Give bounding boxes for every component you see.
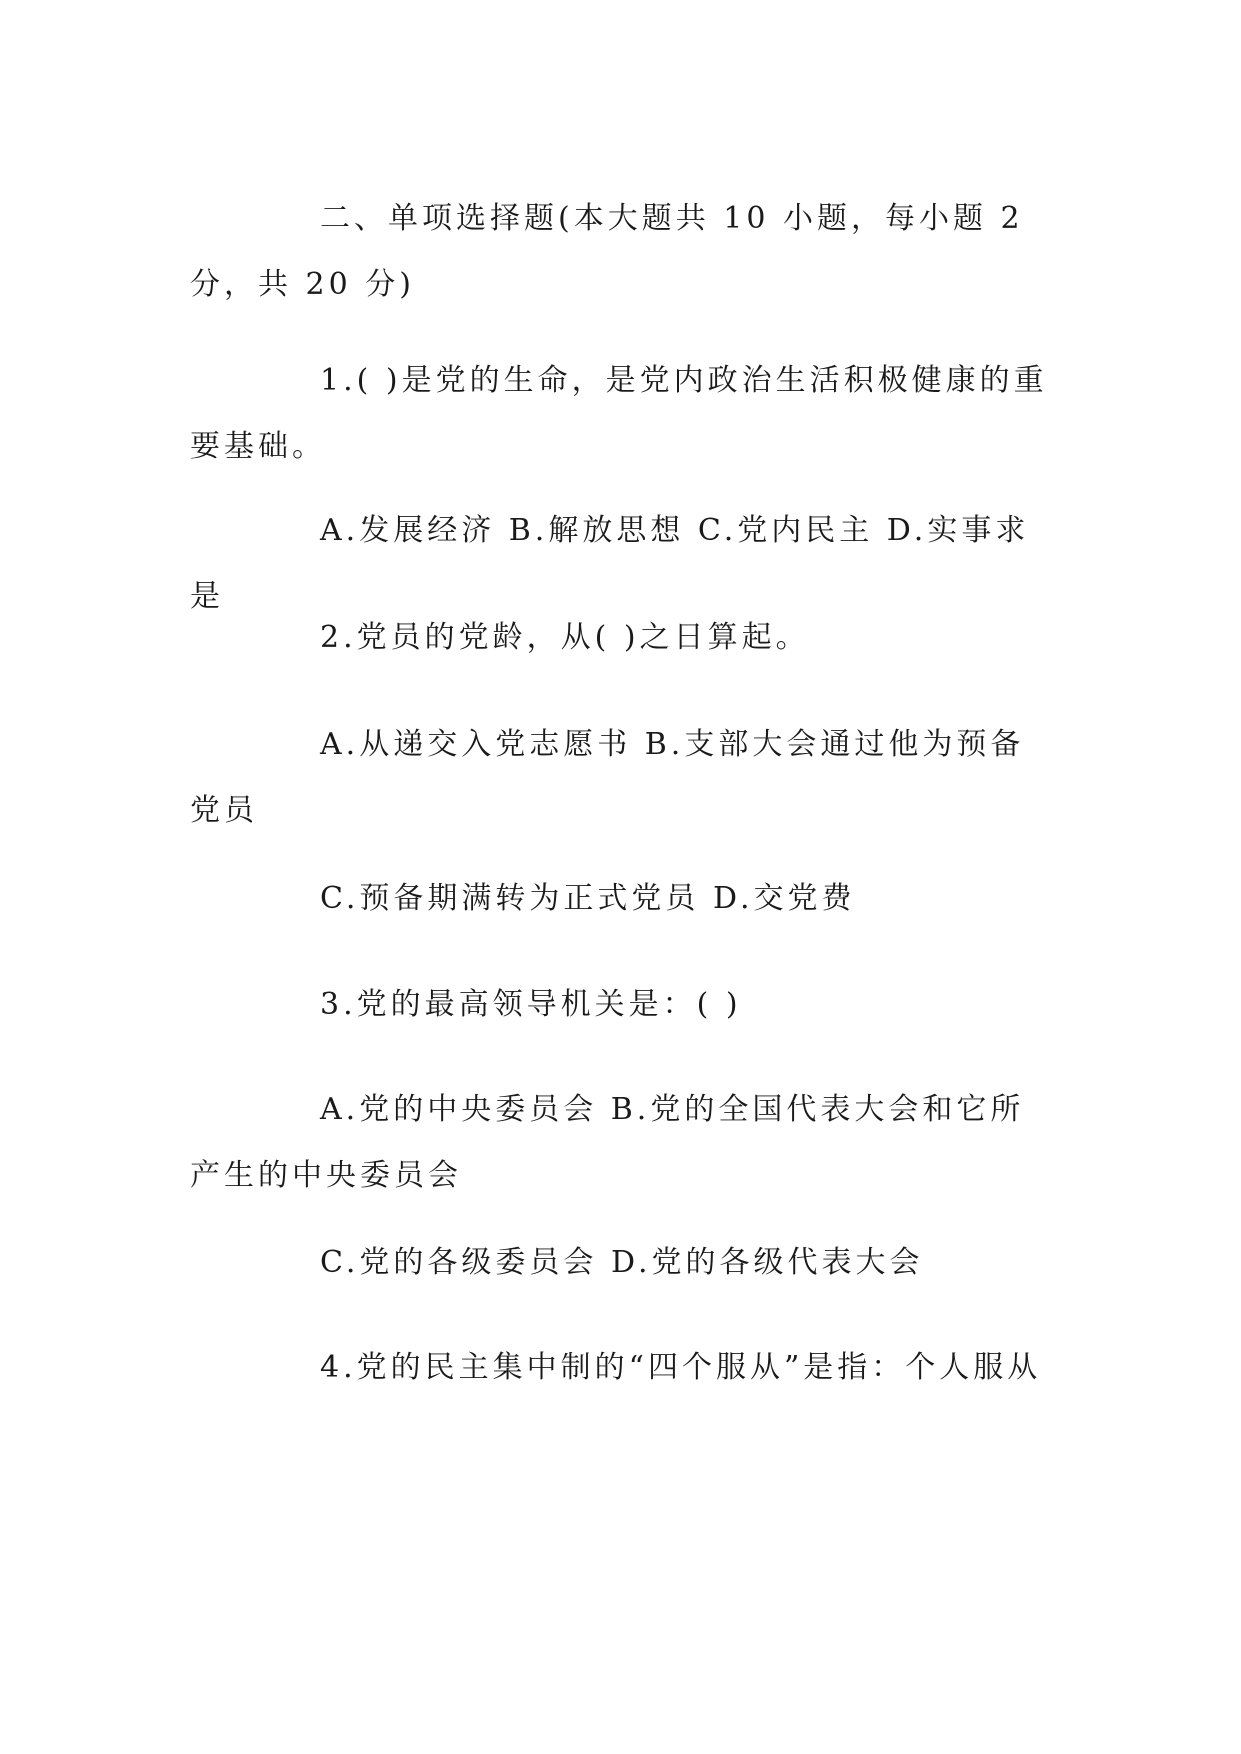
- question-1-options: A.发展经济 B.解放思想 C.党内民主 D.实事求是: [190, 513, 1030, 614]
- question-3: 3.党的最高领导机关是：( ): [320, 987, 742, 1022]
- question-3-options-ab: A.党的中央委员会 B.党的全国代表大会和它所产生的中央委员会: [190, 1092, 1025, 1193]
- question-4: 4.党的民主集中制的“四个服从”是指：个人服从: [320, 1350, 1042, 1385]
- question-1: 1.( )是党的生命，是党内政治生活积极健康的重要基础。: [190, 363, 1048, 464]
- question-2-options-cd: C.预备期满转为正式党员 D.交党费: [320, 881, 856, 916]
- section-heading: 二、单项选择题(本大题共 10 小题，每小题 2 分，共 20 分): [190, 201, 1024, 302]
- question-3-options-cd: C.党的各级委员会 D.党的各级代表大会: [320, 1245, 924, 1280]
- question-2: 2.党员的党龄，从( )之日算起。: [320, 620, 810, 655]
- question-2-options-ab: A.从递交入党志愿书 B.支部大会通过他为预备党员: [190, 727, 1025, 828]
